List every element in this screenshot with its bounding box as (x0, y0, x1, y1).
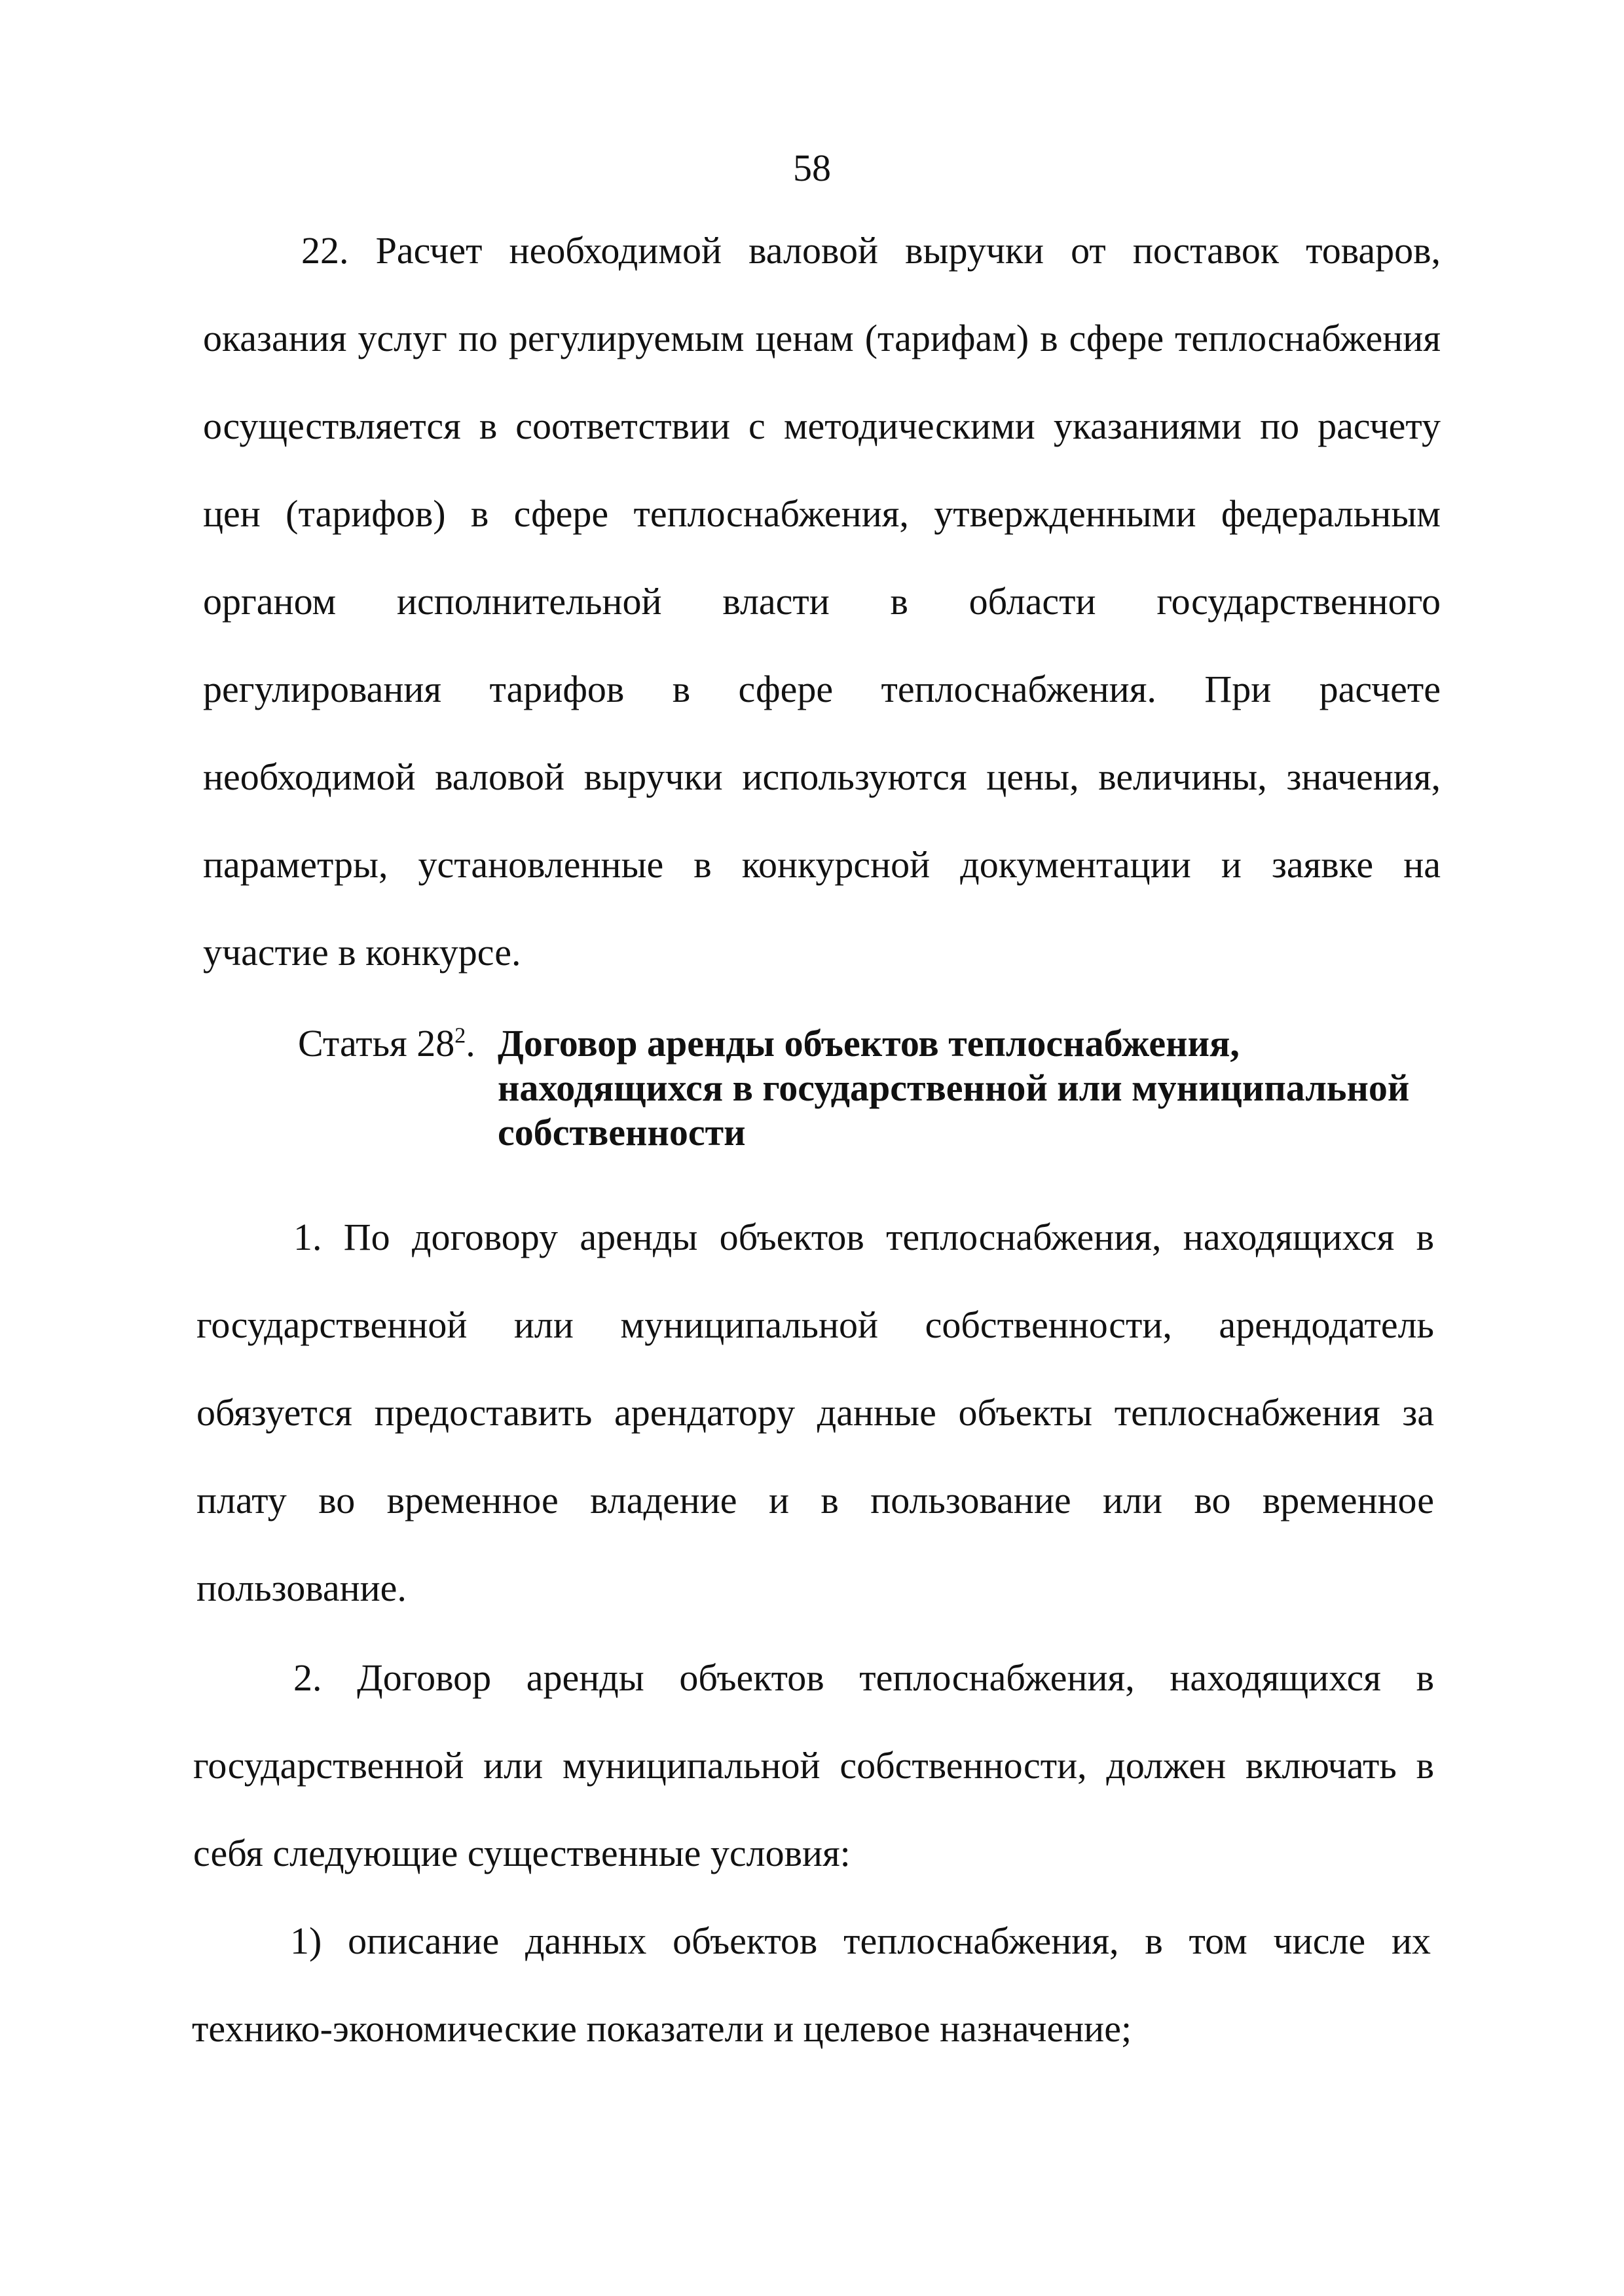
paragraph-22-line-7: необходимой валовой выручки используются цены, величины, значения, (203, 756, 1441, 798)
article-title-line-3: собственности (498, 1111, 746, 1154)
article-number-text: Статья 28 (298, 1022, 455, 1065)
subitem-1-line-2: технико-экономические показатели и целевое назначение; (192, 2007, 1132, 2050)
article-title-line-2: находящихся в государственной или муниципальной (498, 1066, 1410, 1109)
paragraph-22-line-4: цен (тарифов) в сфере теплоснабжения, утвержденными федеральным (203, 492, 1441, 535)
item-2-line-3: себя следующие существенные условия: (193, 1832, 851, 1874)
paragraph-22-line-9: участие в конкурсе. (203, 931, 521, 974)
item-2-line-2: государственной или муниципальной собственности, должен включать в (193, 1744, 1434, 1787)
article-number (298, 1021, 475, 1066)
page-number: 58 (793, 147, 831, 189)
paragraph-22-line-6: регулирования тарифов в сфере теплоснабжения. При расчете (203, 668, 1441, 710)
article-title-line-1: Договор аренды объектов теплоснабжения, (498, 1022, 1240, 1065)
item-1-line-5: пользование. (196, 1567, 407, 1609)
item-2-line-1: 2. Договор аренды объектов теплоснабжения, находящихся в (293, 1656, 1434, 1699)
paragraph-22-line-3: осуществляется в соответствии с методическими указаниями по расчету (203, 405, 1441, 447)
paragraph-22-line-2: оказания услуг по регулируемым ценам (тарифам) в сфере теплоснабжения (203, 317, 1441, 359)
article-number-superscript: 2 (454, 1023, 466, 1048)
item-1-line-1: 1. По договору аренды объектов теплоснабжения, находящихся в (293, 1216, 1434, 1258)
paragraph-22-line-5: органом исполнительной власти в области государственного (203, 580, 1441, 623)
paragraph-22-line-1: 22. Расчет необходимой валовой выручки от поставок товаров, (301, 229, 1441, 272)
item-1-line-4: плату во временное владение и в пользование или во временное (196, 1479, 1434, 1522)
paragraph-22-line-8: параметры, установленные в конкурсной документации и заявке на (203, 843, 1441, 886)
item-1-line-3: обязуется предоставить арендатору данные объекты теплоснабжения за (196, 1391, 1434, 1434)
article-number-dot: . (466, 1022, 475, 1065)
item-1-line-2: государственной или муниципальной собственности, арендодатель (196, 1303, 1434, 1346)
subitem-1-line-1: 1) описание данных объектов теплоснабжения, в том числе их (290, 1920, 1431, 1962)
